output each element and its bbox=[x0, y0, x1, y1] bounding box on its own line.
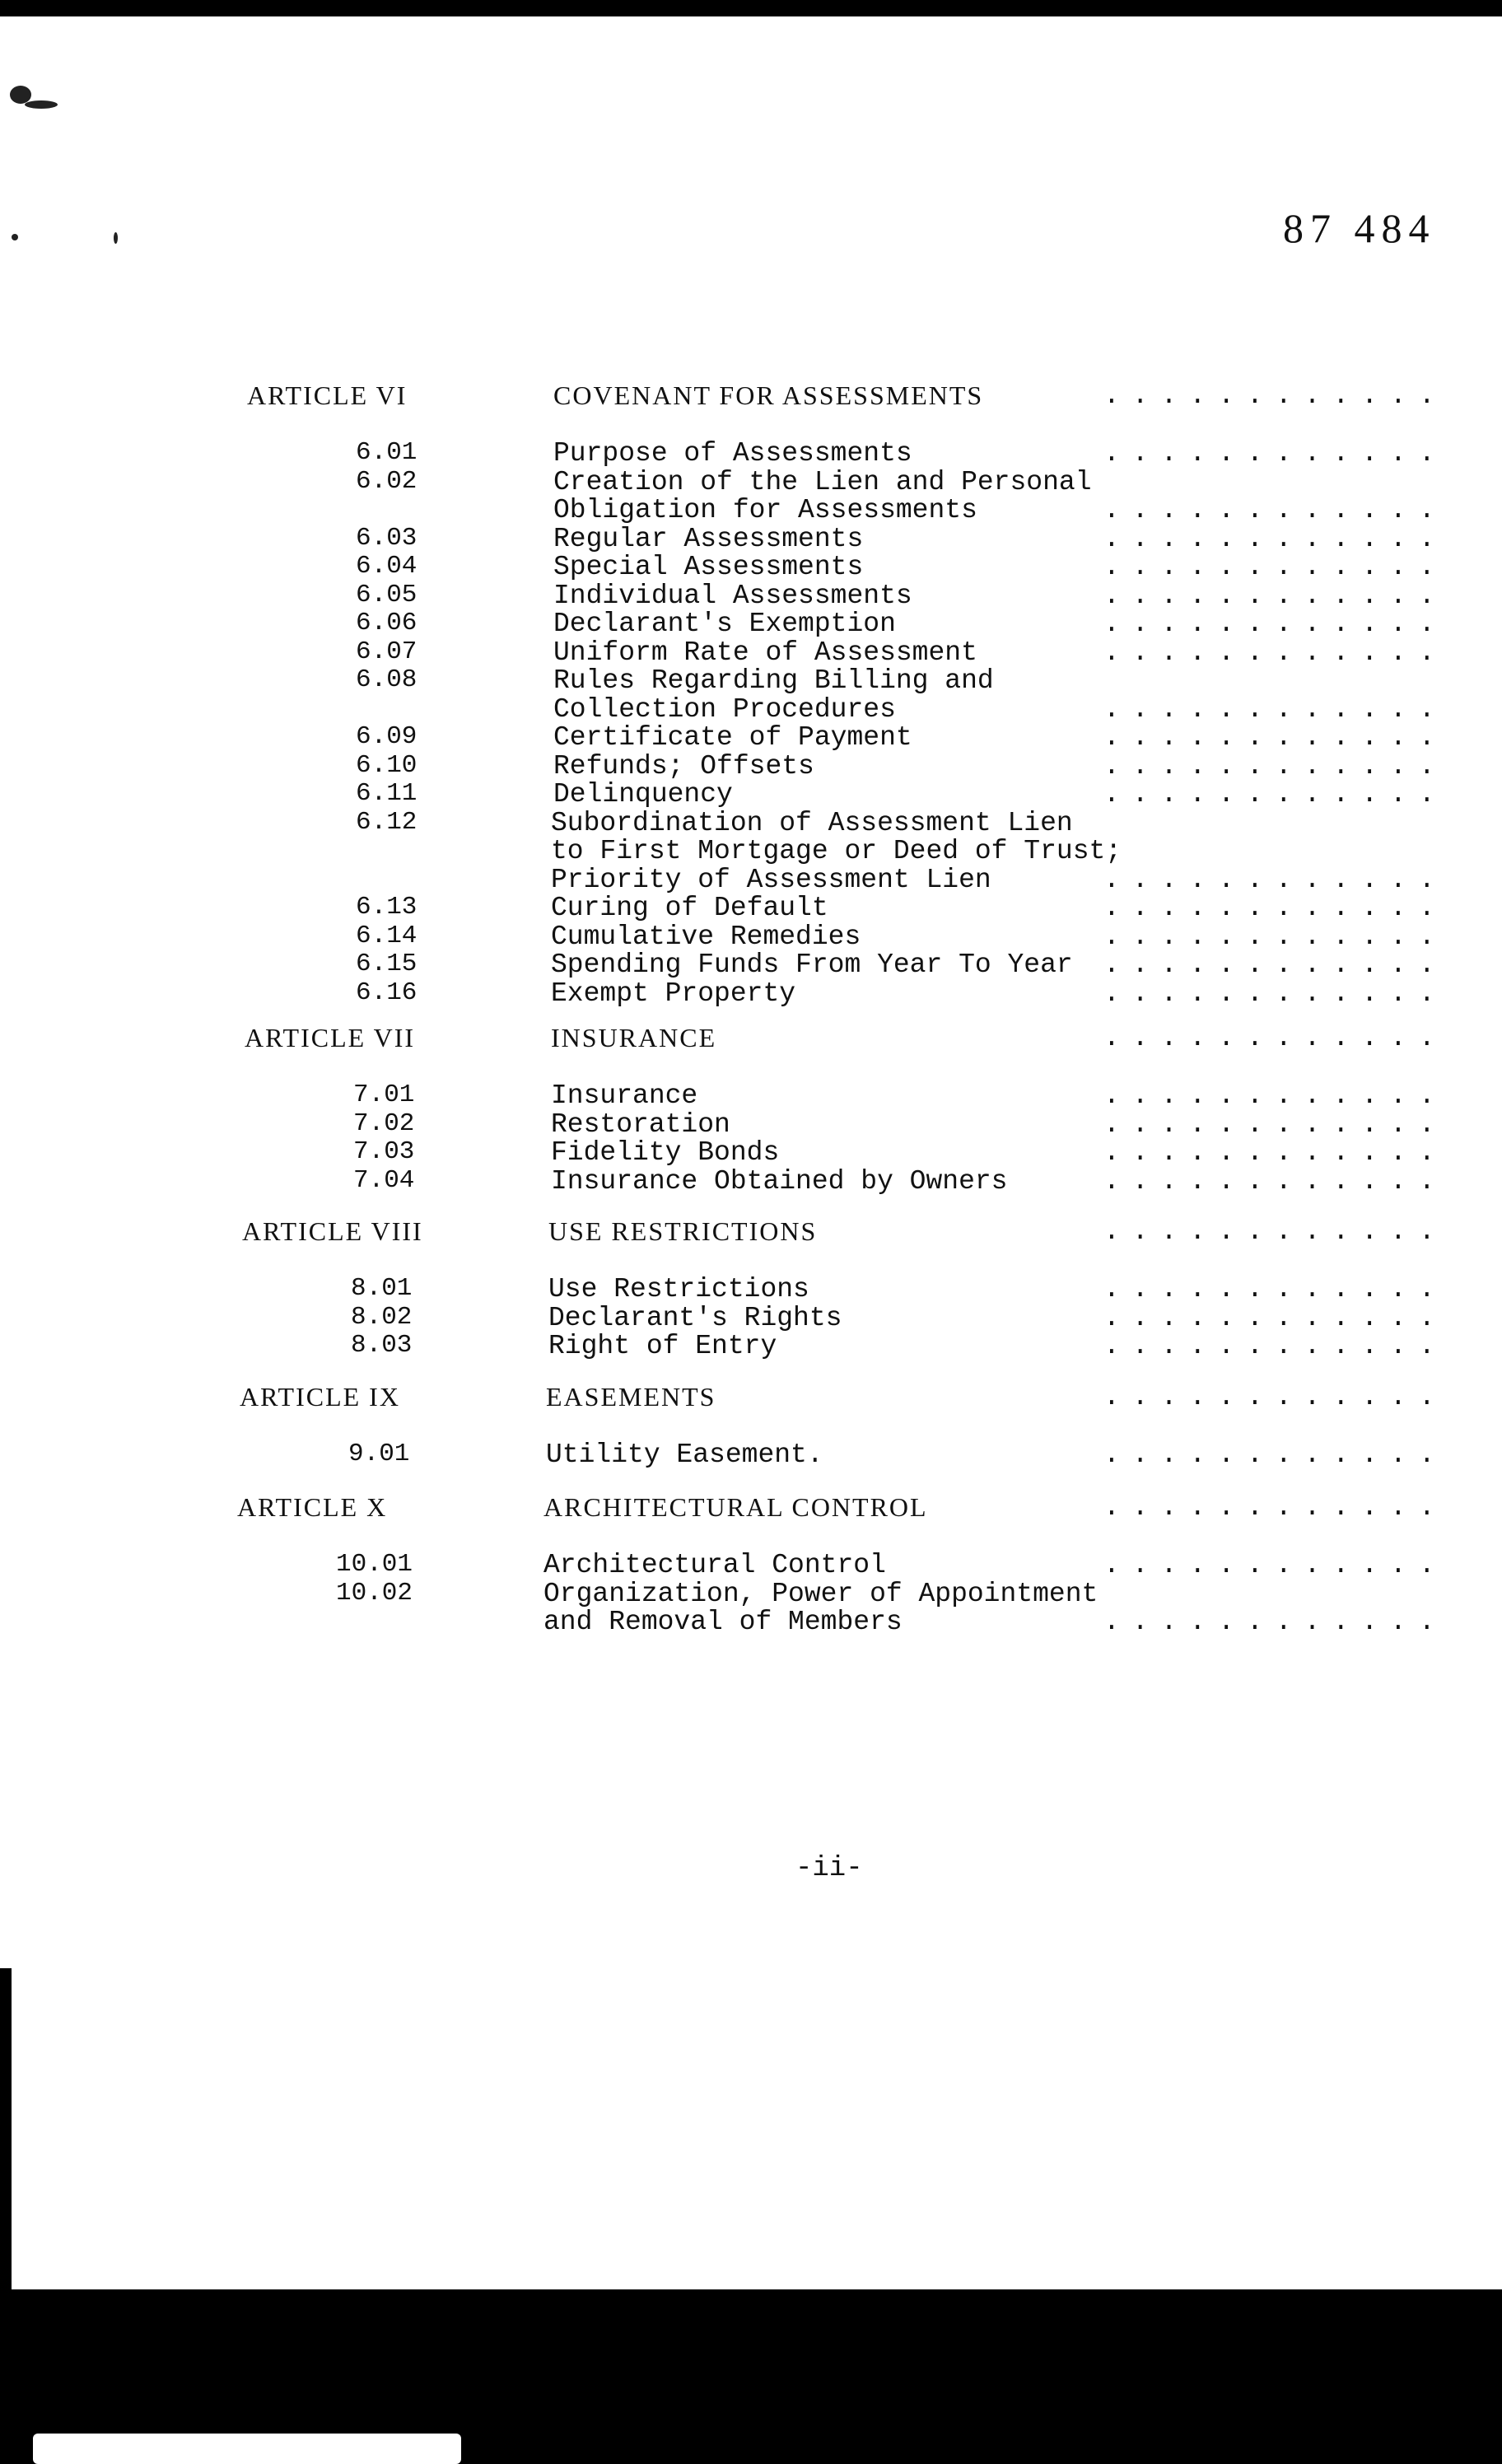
section-number: 6.07 bbox=[356, 637, 417, 666]
section-title: Delinquency bbox=[553, 779, 733, 810]
section-title: Special Assessments bbox=[553, 552, 864, 582]
section-title: Architectural Control bbox=[543, 1550, 886, 1580]
scan-left-border bbox=[0, 1968, 12, 2289]
section-title: Individual Assessments bbox=[553, 580, 912, 611]
leader-dots: ............ bbox=[1103, 1108, 1448, 1140]
section-title: Purpose of Assessments bbox=[553, 438, 912, 469]
section-number: 10.01 bbox=[336, 1550, 413, 1579]
leader-dots: ............ bbox=[1103, 438, 1448, 469]
section-number: 6.05 bbox=[356, 580, 417, 609]
leader-dots: ............ bbox=[1103, 1382, 1448, 1412]
section-title: Use Restrictions bbox=[548, 1274, 809, 1304]
section-title: Priority of Assessment Lien bbox=[551, 864, 991, 895]
section-title: Right of Entry bbox=[548, 1331, 777, 1361]
leader-dots: ............ bbox=[1103, 580, 1448, 611]
section-number: 7.02 bbox=[353, 1108, 415, 1138]
section-title: Declarant's Rights bbox=[548, 1302, 842, 1333]
section-title: Collection Procedures bbox=[553, 693, 896, 725]
section-number: 8.02 bbox=[351, 1302, 413, 1332]
leader-dots: ............ bbox=[1103, 1302, 1448, 1333]
leader-dots: ............ bbox=[1103, 722, 1448, 753]
section-title: and Removal of Members bbox=[543, 1607, 903, 1637]
section-number: 6.08 bbox=[356, 665, 417, 694]
section-number: 6.14 bbox=[356, 921, 417, 950]
article-label: ARTICLE VII bbox=[245, 1023, 416, 1052]
article-heading: ARCHITECTURAL CONTROL bbox=[543, 1492, 928, 1522]
section-number: 6.01 bbox=[356, 438, 417, 467]
leader-dots: ............ bbox=[1103, 523, 1448, 554]
section-number: 6.16 bbox=[356, 978, 417, 1007]
section-title: Insurance Obtained by Owners bbox=[551, 1165, 1008, 1197]
article-label: ARTICLE VIII bbox=[242, 1216, 423, 1246]
section-number: 6.02 bbox=[356, 466, 417, 496]
leader-dots: ............ bbox=[1103, 921, 1448, 952]
section-title: Fidelity Bonds bbox=[551, 1137, 780, 1168]
leader-dots: ............ bbox=[1103, 1550, 1448, 1580]
article-heading: USE RESTRICTIONS bbox=[548, 1216, 818, 1246]
document-number: 87 484 bbox=[1283, 205, 1436, 251]
leader-dots: ............ bbox=[1103, 495, 1448, 525]
section-title: Subordination of Assessment Lien bbox=[551, 807, 1073, 838]
section-title: Obligation for Assessments bbox=[553, 495, 977, 525]
section-title: Utility Easement. bbox=[546, 1440, 823, 1470]
section-number: 7.01 bbox=[353, 1080, 415, 1109]
leader-dots: ............ bbox=[1103, 1216, 1448, 1247]
leader-dots: ............ bbox=[1103, 380, 1448, 411]
section-title: Regular Assessments bbox=[553, 523, 864, 554]
section-number: 8.03 bbox=[351, 1331, 413, 1360]
leader-dots: ............ bbox=[1103, 693, 1448, 725]
section-title: Exempt Property bbox=[551, 978, 796, 1009]
leader-dots: ............ bbox=[1103, 1607, 1448, 1637]
article-heading: INSURANCE bbox=[551, 1023, 717, 1052]
leader-dots: ............ bbox=[1103, 1440, 1448, 1470]
section-title: Spending Funds From Year To Year bbox=[551, 950, 1073, 980]
scan-bottom-strip bbox=[33, 2434, 461, 2464]
leader-dots: ............ bbox=[1103, 1023, 1448, 1053]
section-number: 6.15 bbox=[356, 950, 417, 978]
article-heading: EASEMENTS bbox=[546, 1382, 716, 1412]
leader-dots: ............ bbox=[1103, 864, 1448, 895]
section-number: 6.03 bbox=[356, 523, 417, 553]
leader-dots: ............ bbox=[1103, 1080, 1448, 1111]
scan-smudge bbox=[25, 100, 58, 109]
article-label: ARTICLE VI bbox=[247, 380, 408, 410]
section-title: Uniform Rate of Assessment bbox=[553, 637, 977, 668]
scan-smudge bbox=[114, 232, 118, 244]
section-title: Rules Regarding Billing and bbox=[553, 665, 994, 696]
section-title: Refunds; Offsets bbox=[553, 750, 814, 782]
section-number: 8.01 bbox=[351, 1274, 413, 1303]
leader-dots: ............ bbox=[1103, 1331, 1448, 1361]
section-number: 6.11 bbox=[356, 779, 417, 808]
leader-dots: ............ bbox=[1103, 750, 1448, 782]
leader-dots: ............ bbox=[1103, 609, 1448, 639]
section-number: 7.03 bbox=[353, 1137, 415, 1166]
section-number: 6.04 bbox=[356, 552, 417, 581]
section-title: Restoration bbox=[551, 1108, 730, 1140]
section-number: 6.06 bbox=[356, 609, 417, 637]
leader-dots: ............ bbox=[1103, 950, 1448, 980]
leader-dots: ............ bbox=[1103, 779, 1448, 810]
leader-dots: ............ bbox=[1103, 1492, 1448, 1523]
section-number: 9.01 bbox=[348, 1440, 410, 1468]
section-title: to First Mortgage or Deed of Trust; bbox=[551, 836, 1122, 866]
page-number: -ii- bbox=[795, 1853, 863, 1884]
section-number: 6.12 bbox=[356, 807, 417, 837]
section-number: 10.02 bbox=[336, 1578, 413, 1608]
section-title: Organization, Power of Appointment bbox=[543, 1578, 1099, 1609]
section-number: 6.10 bbox=[356, 750, 417, 780]
section-title: Cumulative Remedies bbox=[551, 921, 861, 952]
leader-dots: ............ bbox=[1103, 893, 1448, 923]
leader-dots: ............ bbox=[1103, 1274, 1448, 1304]
section-title: Certificate of Payment bbox=[553, 722, 912, 753]
leader-dots: ............ bbox=[1103, 552, 1448, 582]
section-title: Declarant's Exemption bbox=[553, 609, 896, 639]
section-title: Insurance bbox=[551, 1080, 698, 1111]
article-label: ARTICLE IX bbox=[240, 1382, 400, 1412]
article-label: ARTICLE X bbox=[237, 1492, 388, 1522]
scan-smudge bbox=[12, 234, 18, 240]
leader-dots: ............ bbox=[1103, 637, 1448, 668]
leader-dots: ............ bbox=[1103, 978, 1448, 1009]
article-heading: COVENANT FOR ASSESSMENTS bbox=[553, 380, 984, 410]
scan-top-border bbox=[0, 0, 1502, 16]
section-number: 6.13 bbox=[356, 893, 417, 922]
section-number: 6.09 bbox=[356, 722, 417, 751]
section-title: Creation of the Lien and Personal bbox=[553, 466, 1092, 497]
section-title: Curing of Default bbox=[551, 893, 828, 923]
section-number: 7.04 bbox=[353, 1165, 415, 1195]
leader-dots: ............ bbox=[1103, 1137, 1448, 1168]
leader-dots: ............ bbox=[1103, 1165, 1448, 1197]
